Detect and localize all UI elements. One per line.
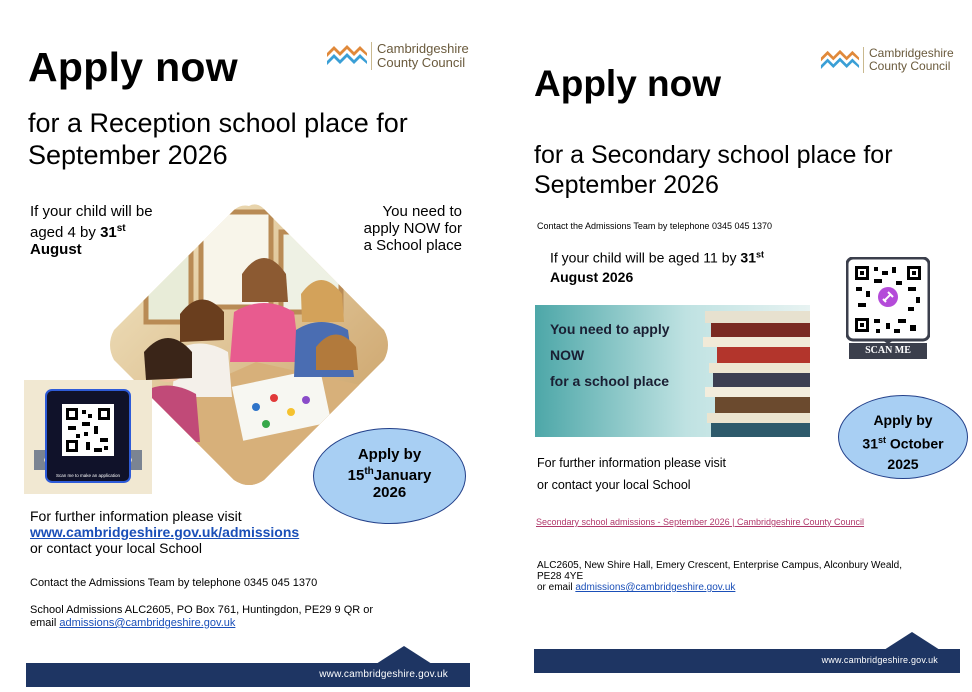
scan-me-qr[interactable]	[846, 257, 930, 360]
page-subtitle: for a Secondary school place for September 2026	[534, 141, 893, 199]
footer-peak	[884, 632, 940, 650]
council-waves-icon	[820, 47, 860, 70]
apply-by-badge: Apply by 15thJanuary 2026	[313, 428, 466, 524]
age-requirement: If your child will be aged 11 by 31st August 2026	[550, 249, 764, 285]
apply-now-note: You need to apply NOW for a School place	[363, 203, 462, 254]
council-logo	[326, 42, 469, 70]
qr-card	[24, 380, 152, 494]
secondary-admissions-link[interactable]: Secondary school admissions - September 2026 | Cambridgeshire County Council	[536, 517, 865, 527]
footer-bar	[26, 663, 470, 687]
footer-url[interactable]: www.cambridgeshire.gov.uk	[319, 669, 448, 680]
admissions-email-link[interactable]: admissions@cambridgeshire.gov.uk	[59, 617, 236, 629]
qr-caption: Scan me to make an application	[55, 473, 121, 478]
age-requirement: If your child will be aged 4 by 31st August	[30, 203, 153, 258]
apply-by-badge: Apply by 31st October 2025	[838, 395, 968, 479]
scan-me-label: SCAN ME	[865, 345, 911, 356]
admissions-website-link[interactable]: www.cambridgeshire.gov.uk/admissions	[30, 524, 300, 540]
contact-phone: Contact the Admissions Team by telephone 0345 045 1370	[537, 221, 772, 231]
council-name: Cambridgeshire County Council	[371, 42, 469, 70]
further-info: For further information please visit www.cambridgeshire.gov.uk/admissions or contact your local School	[30, 508, 300, 556]
postal-address: School Admissions ALC2605, PO Box 761, Huntingdon, PE29 9 QR or email admissions@cambridgeshire.gov.uk	[30, 604, 374, 629]
council-logo	[820, 47, 954, 73]
footer-url[interactable]: www.cambridgeshire.gov.uk	[821, 655, 938, 665]
page-title: Apply now	[534, 63, 722, 104]
page-subtitle: for a Reception school place for September 2026	[28, 108, 408, 170]
council-waves-icon	[326, 42, 368, 66]
further-info: For further information please visit or contact your local School	[537, 456, 726, 492]
postal-address: ALC2605, New Shire Hall, Emery Crescent, Enterprise Campus, Alconbury Weald, PE28 4YE or email admissions@cambridgeshire.gov.uk	[537, 560, 902, 593]
page-title: Apply now	[28, 44, 238, 90]
footer-peak	[376, 646, 432, 664]
council-name: Cambridgeshire County Council	[863, 47, 954, 73]
contact-phone: Contact the Admissions Team by telephone 0345 045 1370	[30, 577, 318, 589]
apply-now-note: You need to apply NOW for a school place	[550, 321, 670, 389]
footer-bar	[534, 649, 960, 673]
admissions-email-link[interactable]: admissions@cambridgeshire.gov.uk	[575, 582, 736, 593]
